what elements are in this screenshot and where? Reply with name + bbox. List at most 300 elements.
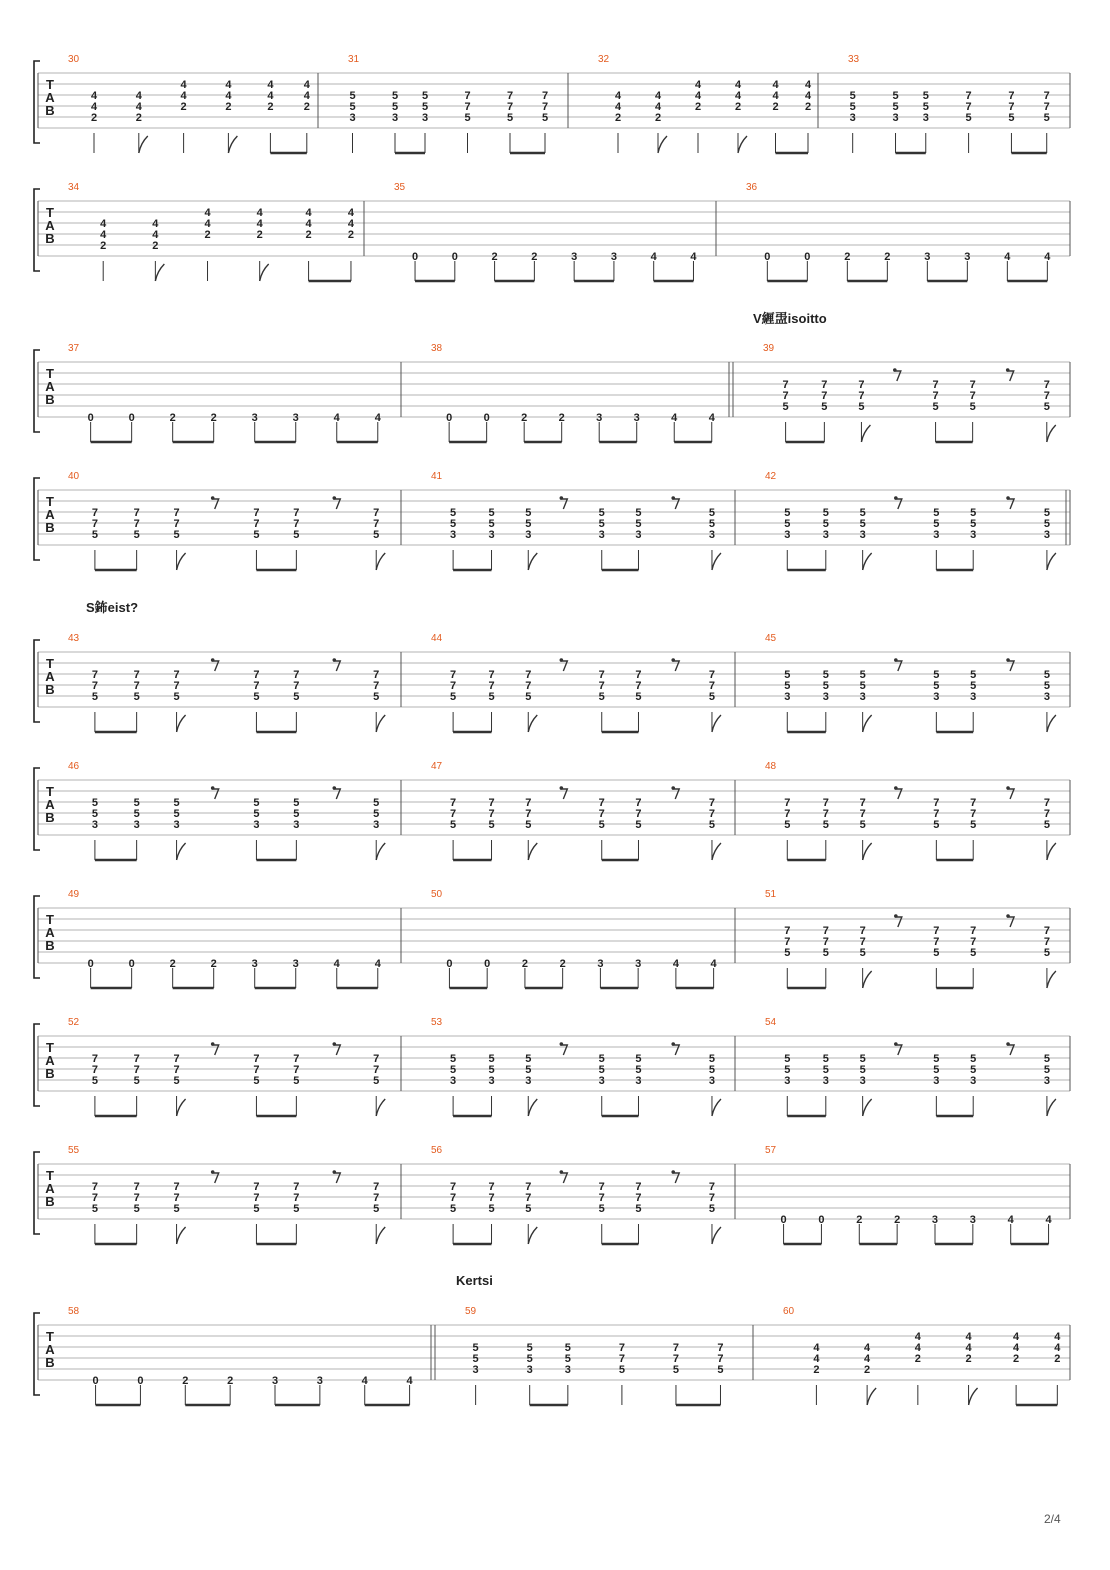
tab-systems [34,54,1070,1405]
measure-number: 56 [431,1145,443,1156]
fret-number: 2 [256,229,263,241]
fret-number: 7 [91,680,98,692]
fret-number: 5 [858,401,865,413]
note-flag [1047,553,1056,570]
fret-number: 3 [373,819,380,831]
tab-clef-letter: T [46,1040,54,1055]
tab-clef-letter: T [46,205,54,220]
fret-number: 7 [782,379,789,391]
fret-number: 7 [970,936,977,948]
fret-number: 3 [251,958,258,970]
fret-number: 7 [598,808,605,820]
fret-number: 3 [596,412,603,424]
fret-number: 3 [859,691,866,703]
fret-number: 7 [525,1192,532,1204]
tab-clef-letter: A [45,379,55,394]
fret-number: 5 [922,90,929,102]
note-flag [1047,425,1056,442]
fret-number: 5 [1008,112,1015,124]
fret-number: 5 [821,401,828,413]
fret-number: 4 [654,90,662,102]
fret-number: 7 [133,1053,140,1065]
fret-number: 5 [708,518,716,530]
fret-number: 4 [650,251,657,263]
fret-number: 5 [822,507,829,519]
eighth-rest-dot [332,496,336,500]
fret-number: 5 [1043,112,1050,124]
note-flag [177,1099,186,1116]
fret-number: 5 [822,680,829,692]
measure-number: 47 [431,761,443,772]
eighth-rest [560,789,567,799]
fret-number: 5 [1043,819,1050,831]
fret-number: 5 [373,808,380,820]
fret-number: 5 [822,1053,829,1065]
measure-number: 34 [68,182,80,193]
fret-number: 4 [914,1342,921,1354]
eighth-rest-dot [332,1170,336,1174]
fret-number: 5 [635,1053,642,1065]
fret-number: 7 [293,507,300,519]
fret-number: 7 [822,936,829,948]
eighth-rest [333,789,340,799]
note-flag [658,136,667,153]
fret-number: 5 [1043,507,1050,519]
fret-number: 7 [635,680,642,692]
tab-clef-letter: A [45,1342,55,1357]
note-flag [528,715,537,732]
measure-number: 60 [783,1306,795,1317]
measure [765,633,1056,732]
note-flag [528,1099,537,1116]
fret-number: 7 [91,1181,98,1193]
fret-number: 5 [91,808,98,820]
fret-number: 5 [293,797,300,809]
fret-number: 0 [818,1214,825,1226]
tab-clef-letter: A [45,669,55,684]
fret-number: 5 [253,1203,260,1215]
fret-number: 7 [373,680,380,692]
fret-number: 3 [784,1075,791,1087]
fret-number: 2 [1054,1353,1061,1365]
fret-number: 5 [349,90,356,102]
fret-number: 5 [635,819,642,831]
measure-number: 40 [68,471,80,482]
fret-number: 4 [694,79,702,91]
tab-clef-letter: T [46,77,54,92]
fret-number: 7 [373,507,380,519]
eighth-rest-dot [893,368,897,372]
note-flag [969,1388,978,1405]
measure [68,343,382,442]
eighth-rest [672,499,679,509]
fret-number: 3 [133,819,140,831]
eighth-rest-dot [1006,368,1010,372]
fret-number: 4 [100,218,107,230]
fret-number: 7 [859,808,866,820]
measure-number: 59 [465,1306,477,1317]
fret-number: 7 [1043,797,1050,809]
tab-clef-letter: B [45,231,55,246]
eighth-rest-dot [211,1170,215,1174]
tab-clef-letter: T [46,1168,54,1183]
fret-number: 5 [253,529,260,541]
fret-number: 5 [635,518,642,530]
fret-number: 3 [488,1075,495,1087]
eighth-rest [333,1173,340,1183]
fret-number: 5 [450,518,457,530]
tab-clef-letter: A [45,507,55,522]
measure [394,182,697,281]
fret-number: 4 [1054,1331,1061,1343]
fret-number: 4 [813,1342,820,1354]
note-flag [1047,971,1056,988]
fret-number: 5 [708,691,716,703]
fret-number: 7 [598,680,605,692]
tab-clef-letter: T [46,912,54,927]
fret-number: 4 [152,229,159,241]
tab-system [34,889,1070,988]
fret-number: 2 [965,1353,972,1365]
fret-number: 5 [717,1364,724,1376]
fret-number: 3 [822,1075,829,1087]
measure [729,343,1056,442]
fret-number: 7 [488,797,495,809]
fret-number: 2 [225,101,232,113]
fret-number: 4 [303,90,310,102]
fret-number: 7 [450,797,457,809]
eighth-rest [333,661,340,671]
measure-number: 48 [765,761,777,772]
measure-number: 52 [68,1017,80,1028]
fret-number: 3 [597,958,604,970]
fret-number: 7 [965,90,972,102]
fret-number: 4 [654,101,662,113]
fret-number: 7 [965,101,972,113]
eighth-rest-dot [332,658,336,662]
eighth-rest [1007,789,1014,799]
fret-number: 7 [133,518,140,530]
measure [765,1145,1052,1244]
fret-number: 3 [964,251,971,263]
measure-number: 39 [763,343,775,354]
fret-number: 7 [373,518,380,530]
fret-number: 5 [488,1203,495,1215]
fret-number: 3 [849,112,856,124]
tab-system [34,471,1070,570]
fret-number: 0 [451,251,458,263]
fret-number: 5 [822,947,829,959]
eighth-rest [672,1173,679,1183]
fret-number: 7 [822,925,829,937]
tab-clef-letter: B [45,392,55,407]
fret-number: 7 [933,797,940,809]
fret-number: 4 [864,1353,871,1365]
eighth-rest [1007,917,1014,927]
fret-number: 7 [91,1064,98,1076]
eighth-rest-dot [671,786,675,790]
eighth-rest [1007,371,1014,381]
fret-number: 0 [484,958,491,970]
fret-number: 7 [293,1053,300,1065]
fret-number: 5 [373,1075,380,1087]
fret-number: 5 [173,797,180,809]
fret-number: 4 [135,101,142,113]
fret-number: 7 [708,797,716,809]
measure [431,1145,721,1244]
fret-number: 7 [450,1192,457,1204]
fret-number: 7 [969,379,976,391]
fret-number: 5 [293,1203,300,1215]
fret-number: 2 [844,251,851,263]
fret-number: 2 [305,229,312,241]
measure [598,54,812,153]
fret-number: 5 [349,101,356,113]
fret-number: 3 [970,529,977,541]
fret-number: 5 [541,112,549,124]
eighth-rest [212,499,219,509]
fret-number: 2 [491,251,498,263]
fret-number: 5 [598,819,605,831]
fret-number: 3 [1043,529,1050,541]
fret-number: 2 [894,1214,901,1226]
eighth-rest-dot [560,786,564,790]
fret-number: 4 [90,90,98,102]
fret-number: 5 [635,507,642,519]
fret-number: 5 [933,518,940,530]
eighth-rest [672,789,679,799]
fret-number: 5 [91,529,98,541]
fret-number: 7 [253,1192,260,1204]
fret-number: 3 [292,412,299,424]
fret-number: 4 [694,90,702,102]
fret-number: 4 [180,79,187,91]
fret-number: 5 [133,1075,140,1087]
fret-number: 3 [1043,1075,1050,1087]
measure-number: 32 [598,54,610,65]
fret-number: 5 [525,1053,532,1065]
note-flag [528,1227,537,1244]
fret-number: 5 [91,1203,98,1215]
fret-number: 5 [488,1053,495,1065]
fret-number: 5 [472,1353,479,1365]
fret-number: 2 [169,958,176,970]
fret-number: 7 [541,101,549,113]
fret-number: 7 [488,669,495,681]
fret-number: 7 [822,797,829,809]
eighth-rest-dot [894,914,898,918]
fret-number: 7 [970,808,977,820]
eighth-rest-dot [560,658,564,662]
note-flag [1047,843,1056,860]
fret-number: 2 [152,240,159,252]
fret-number: 4 [406,1375,413,1387]
fret-number: 5 [708,1203,716,1215]
note-flag [712,1227,721,1244]
tab-clef-letter: A [45,1053,55,1068]
fret-number: 7 [782,390,789,402]
fret-number: 5 [450,1203,457,1215]
fret-number: 4 [135,90,142,102]
fret-number: 7 [1043,390,1050,402]
fret-number: 5 [965,112,972,124]
fret-number: 7 [969,390,976,402]
fret-number: 7 [708,669,716,681]
fret-number: 7 [450,669,457,681]
fret-number: 5 [970,669,977,681]
fret-number: 3 [271,1375,279,1387]
fret-number: 7 [858,390,865,402]
eighth-rest [895,1045,902,1055]
tab-clef-letter: B [45,520,55,535]
fret-number: 4 [804,90,812,102]
fret-number: 7 [784,925,791,937]
eighth-rest-dot [211,496,215,500]
fret-number: 5 [564,1342,571,1354]
fret-number: 5 [933,1053,940,1065]
fret-number: 5 [293,529,300,541]
fret-number: 7 [932,379,939,391]
fret-number: 7 [173,507,180,519]
fret-number: 3 [571,251,578,263]
fret-number: 7 [253,518,260,530]
fret-number: 5 [488,518,495,530]
fret-number: 3 [598,529,605,541]
measure-number: 58 [68,1306,80,1317]
eighth-rest-dot [671,658,675,662]
fret-number: 0 [446,958,453,970]
fret-number: 3 [784,529,791,541]
fret-number: 5 [784,669,791,681]
fret-number: 7 [708,1192,716,1204]
measure-number: 31 [348,54,360,65]
eighth-rest-dot [894,658,898,662]
fret-number: 3 [450,1075,457,1087]
fret-number: 7 [618,1353,625,1365]
fret-number: 3 [970,691,977,703]
fret-number: 7 [488,680,495,692]
fret-number: 2 [804,101,812,113]
fret-number: 7 [1043,101,1050,113]
note-flag [863,553,872,570]
tab-clef-letter: T [46,1329,54,1344]
fret-number: 7 [373,669,380,681]
fret-number: 5 [822,518,829,530]
fret-number: 5 [892,90,899,102]
measure [68,1145,385,1244]
fret-number: 7 [933,936,940,948]
fret-number: 5 [450,819,457,831]
fret-number: 5 [784,819,791,831]
fret-number: 4 [671,412,678,424]
fret-number: 3 [450,529,457,541]
tab-system [34,343,1070,442]
fret-number: 7 [932,390,939,402]
fret-number: 3 [969,1214,976,1226]
measure [765,889,1056,988]
eighth-rest [895,499,902,509]
fret-number: 5 [1043,947,1050,959]
measure [68,1306,414,1405]
fret-number: 3 [472,1364,479,1376]
fret-number: 7 [1043,925,1050,937]
fret-number: 4 [1054,1342,1061,1354]
fret-number: 5 [450,1053,457,1065]
tab-system [34,633,1070,732]
fret-number: 4 [1013,1331,1020,1343]
fret-number: 5 [598,1053,605,1065]
fret-number: 7 [635,1181,642,1193]
fret-number: 5 [933,669,940,681]
tab-clef-letter: B [45,810,55,825]
fret-number: 5 [472,1342,479,1354]
fret-number: 7 [784,936,791,948]
fret-number: 7 [708,1181,716,1193]
eighth-rest [212,1045,219,1055]
eighth-rest-dot [560,1042,564,1046]
note-flag [867,1388,876,1405]
fret-number: 7 [173,1192,180,1204]
fret-number: 4 [333,958,340,970]
tab-clef-letter: B [45,1194,55,1209]
measure-number: 54 [765,1017,777,1028]
tab-clef-letter: B [45,1066,55,1081]
fret-number: 5 [970,507,977,519]
tab-system [34,1306,1070,1405]
fret-number: 4 [303,79,310,91]
tab-clef-letter: B [45,1355,55,1370]
fret-number: 3 [822,529,829,541]
measure-number: 50 [431,889,443,900]
fret-number: 7 [1043,808,1050,820]
fret-number: 3 [251,412,258,424]
fret-number: 4 [734,79,742,91]
fret-number: 7 [821,390,828,402]
fret-number: 5 [932,401,939,413]
fret-number: 5 [526,1353,533,1365]
measure [68,889,382,988]
fret-number: 5 [859,1053,866,1065]
fret-number: 2 [227,1375,234,1387]
fret-number: 5 [253,691,260,703]
note-flag [376,553,385,570]
fret-number: 2 [210,958,217,970]
eighth-rest [895,917,902,927]
fret-number: 7 [91,1192,98,1204]
eighth-rest [212,789,219,799]
note-flag [863,971,872,988]
eighth-rest-dot [894,786,898,790]
fret-number: 3 [933,691,940,703]
fret-number: 2 [654,112,662,124]
fret-number: 7 [970,797,977,809]
fret-number: 2 [614,112,622,124]
fret-number: 5 [859,819,866,831]
fret-number: 7 [717,1342,724,1354]
section-labels [86,311,827,1288]
note-flag [1047,1099,1056,1116]
fret-number: 4 [267,90,274,102]
fret-number: 4 [374,958,381,970]
fret-number: 5 [859,669,866,681]
fret-number: 3 [892,112,899,124]
fret-number: 7 [821,379,828,391]
fret-number: 2 [864,1364,871,1376]
fret-number: 5 [784,507,791,519]
fret-number: 7 [253,1064,260,1076]
fret-number: 7 [173,1181,180,1193]
eighth-rest-dot [1006,786,1010,790]
